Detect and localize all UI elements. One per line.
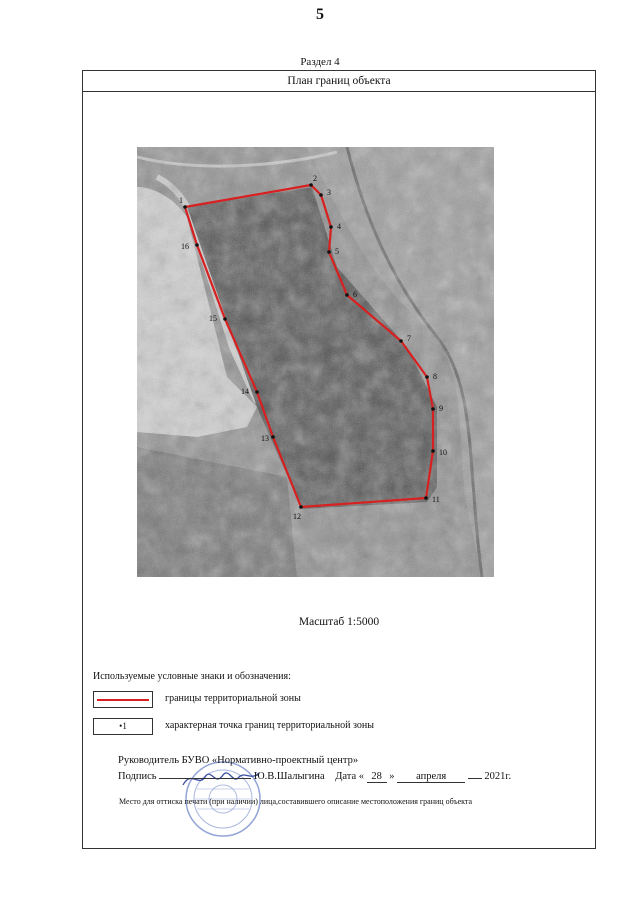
frame-title: План границ объекта bbox=[83, 71, 595, 92]
document-frame bbox=[82, 70, 596, 849]
legend-line-text: границы территориальной зоны bbox=[165, 693, 301, 704]
legend-point-symbol: •1 bbox=[93, 718, 153, 735]
boundary-point-label-8: 8 bbox=[433, 372, 437, 381]
date-day: 28 bbox=[367, 771, 387, 783]
boundary-point-8 bbox=[425, 375, 429, 379]
date-year: 2021г. bbox=[484, 771, 512, 782]
boundary-point-14 bbox=[255, 390, 259, 394]
boundary-point-label-15: 15 bbox=[209, 314, 217, 323]
boundary-point-label-2: 2 bbox=[313, 174, 317, 183]
boundary-point-3 bbox=[319, 193, 323, 197]
legend-title: Используемые условные знаки и обозначения: bbox=[93, 671, 291, 682]
boundary-point-label-9: 9 bbox=[439, 404, 443, 413]
boundary-point-13 bbox=[271, 435, 275, 439]
boundary-point-label-12: 12 bbox=[293, 512, 301, 521]
boundary-point-label-11: 11 bbox=[432, 495, 440, 504]
signature-line bbox=[159, 778, 251, 779]
sign-label: Подпись bbox=[118, 771, 157, 782]
boundary-point-11 bbox=[424, 496, 428, 500]
boundary-point-label-3: 3 bbox=[327, 188, 331, 197]
boundary-point-10 bbox=[431, 449, 435, 453]
boundary-point-6 bbox=[345, 293, 349, 297]
legend-point-text: характерная точка границ территориальной зоны bbox=[165, 720, 374, 731]
aerial-map bbox=[137, 147, 494, 577]
boundary-point-12 bbox=[299, 505, 303, 509]
scale-text: Масштаб 1:5000 bbox=[298, 616, 380, 628]
signer-name: Ю.В.Шалыгина bbox=[253, 771, 325, 782]
date-label: Дата « bbox=[335, 771, 365, 782]
boundary-point-7 bbox=[399, 339, 403, 343]
page-number: 5 bbox=[316, 6, 324, 23]
boundary-point-16 bbox=[195, 243, 199, 247]
date-mid: » bbox=[389, 771, 395, 782]
date-month: апреля bbox=[397, 771, 465, 783]
section-label: Раздел 4 bbox=[300, 56, 340, 68]
boundary-line-sample bbox=[97, 699, 149, 701]
boundary-point-label-7: 7 bbox=[407, 334, 411, 343]
boundary-point-label-6: 6 bbox=[353, 290, 357, 299]
date-gap bbox=[468, 778, 482, 779]
boundary-point-5 bbox=[327, 250, 331, 254]
boundary-point-15 bbox=[223, 317, 227, 321]
boundary-point-1 bbox=[183, 205, 187, 209]
stamp-note: Место для оттиска печати (при наличии) лица,составившего описание местоположения границ объекта bbox=[119, 797, 473, 806]
signature-row bbox=[118, 771, 511, 783]
boundary-point-label-1: 1 bbox=[179, 196, 183, 205]
boundary-point-4 bbox=[329, 225, 333, 229]
boundary-point-9 bbox=[431, 407, 435, 411]
boundary-point-2 bbox=[309, 183, 313, 187]
boundary-point-label-13: 13 bbox=[261, 434, 269, 443]
head-line: Руководитель БУВО «Нормативно-проектный центр» bbox=[118, 755, 359, 766]
boundary-point-label-16: 16 bbox=[181, 242, 189, 251]
boundary-point-label-4: 4 bbox=[337, 222, 341, 231]
legend-line-symbol bbox=[93, 691, 153, 708]
boundary-point-label-14: 14 bbox=[241, 387, 249, 396]
map-texture-noise bbox=[137, 147, 494, 577]
boundary-point-label-10: 10 bbox=[439, 448, 447, 457]
boundary-point-label-5: 5 bbox=[335, 247, 339, 256]
